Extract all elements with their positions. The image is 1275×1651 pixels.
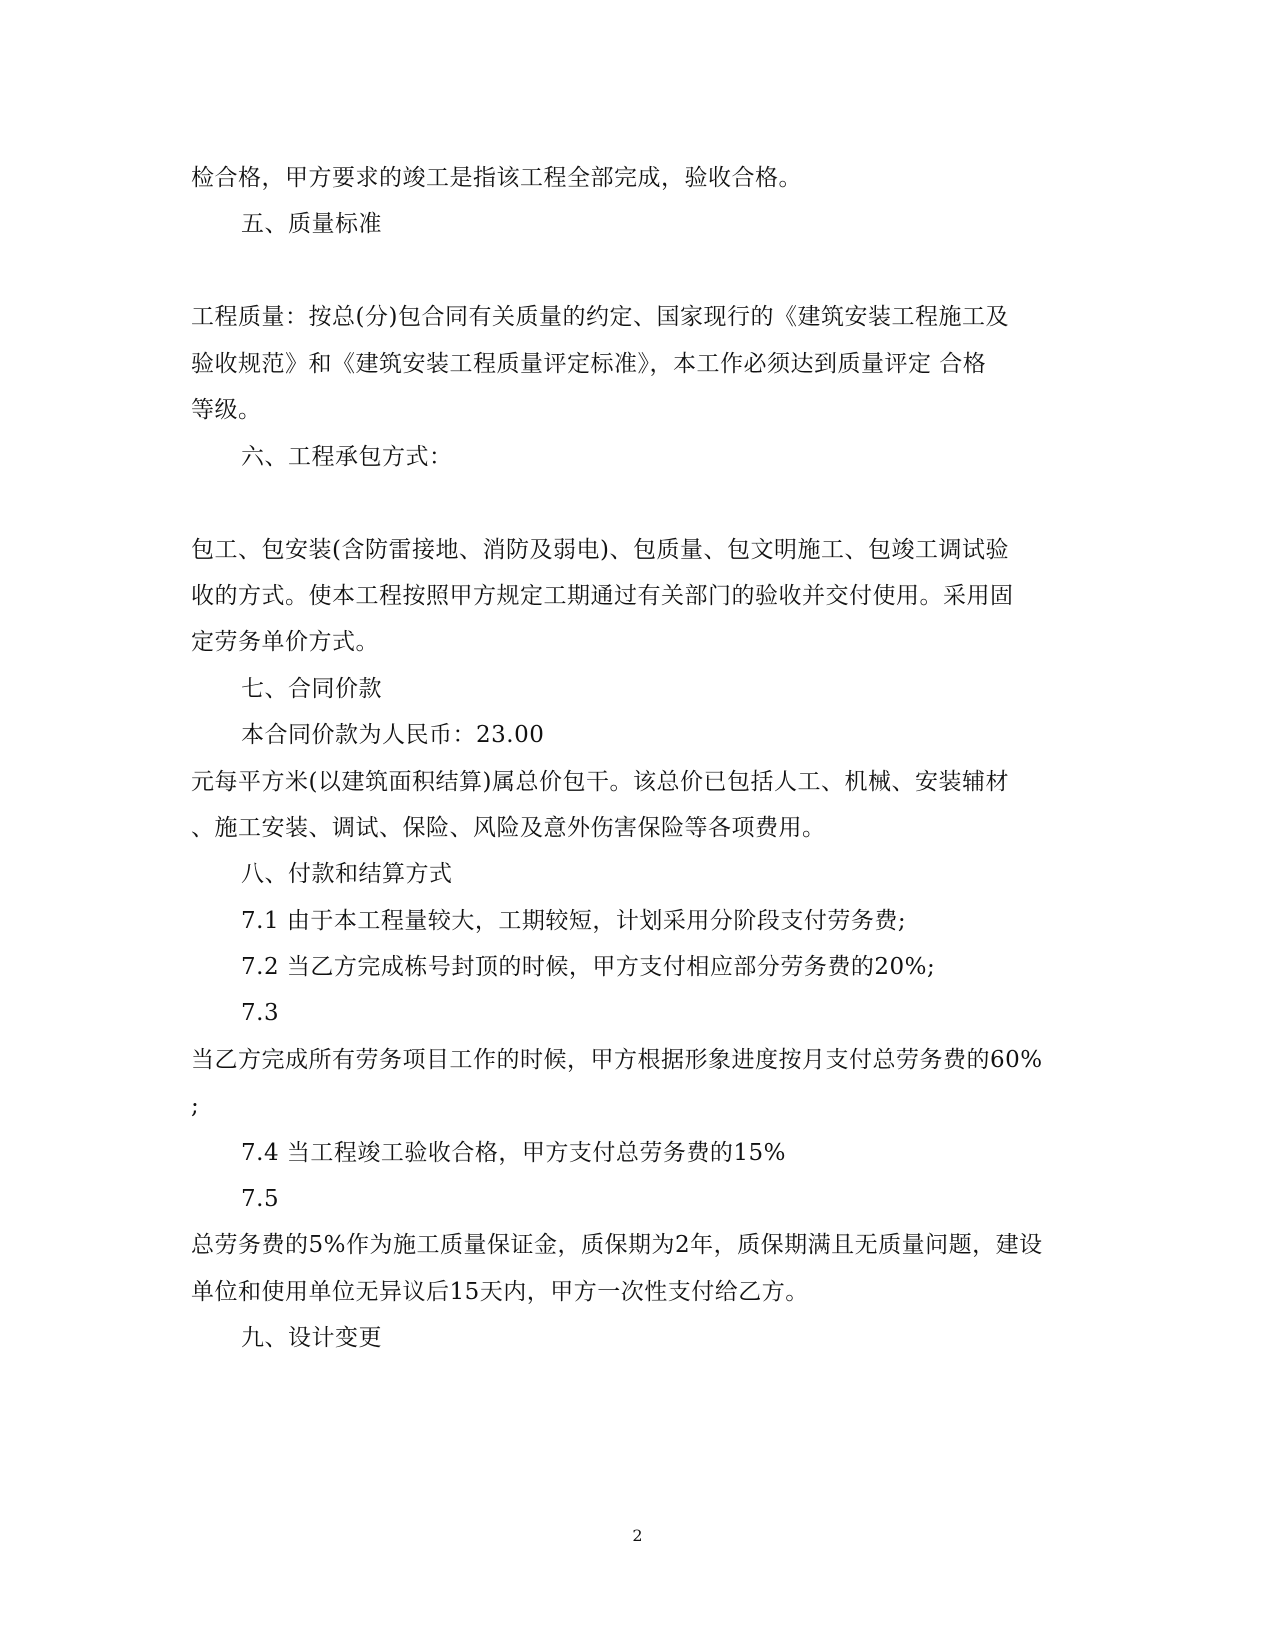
section-heading-contract-method: 六、工程承包方式： <box>241 444 453 470</box>
section-heading-design-change: 九、设计变更 <box>241 1325 382 1351</box>
text-line: 等级。 <box>191 397 262 423</box>
clause-7-3-number: 7.3 <box>241 1000 280 1026</box>
section-heading-contract-price: 七、合同价款 <box>241 676 382 702</box>
text-line: 验收规范》和《建筑安装工程质量评定标准》，本工作必须达到质量评定 合格 <box>191 351 987 377</box>
text-line: 收的方式。使本工程按照甲方规定工期通过有关部门的验收并交付使用。采用固 <box>191 583 1014 609</box>
clause-7-2: 7.2 当乙方完成栋号封顶的时候，甲方支付相应部分劳务费的20%; <box>241 954 936 980</box>
text-line: 元每平方米(以建筑面积结算)属总价包干。该总价已包括人工、机械、安装辅材 <box>191 769 1009 795</box>
text-line: 包工、包安装(含防雷接地、消防及弱电)、包质量、包文明施工、包竣工调试验 <box>191 537 1009 563</box>
clause-7-4: 7.4 当工程竣工验收合格，甲方支付总劳务费的15% <box>241 1140 787 1166</box>
text-line: 本合同价款为人民币：23.00 <box>241 722 545 748</box>
text-line: 定劳务单价方式。 <box>191 629 379 655</box>
text-line: 、施工安装、调试、保险、风险及意外伤害保险等各项费用。 <box>191 815 826 841</box>
text-line: 工程质量：按总(分)包合同有关质量的约定、国家现行的《建筑安装工程施工及 <box>191 304 1009 330</box>
section-heading-quality-standard: 五、质量标准 <box>241 211 382 237</box>
section-heading-payment: 八、付款和结算方式 <box>241 861 453 887</box>
clause-7-5-number: 7.5 <box>241 1186 280 1212</box>
page-number: 2 <box>632 1526 643 1545</box>
text-line: 单位和使用单位无异议后15天内，甲方一次性支付给乙方。 <box>191 1279 809 1305</box>
clause-7-5-text: 总劳务费的5%作为施工质量保证金，质保期为2年，质保期满且无质量问题，建设 <box>191 1232 1043 1258</box>
clause-7-1: 7.1 由于本工程量较大，工期较短，计划采用分阶段支付劳务费; <box>241 908 907 934</box>
text-line: ; <box>191 1093 200 1119</box>
clause-7-3-text: 当乙方完成所有劳务项目工作的时候，甲方根据形象进度按月支付总劳务费的60% <box>191 1047 1043 1073</box>
text-line: 检合格，甲方要求的竣工是指该工程全部完成，验收合格。 <box>191 165 802 191</box>
